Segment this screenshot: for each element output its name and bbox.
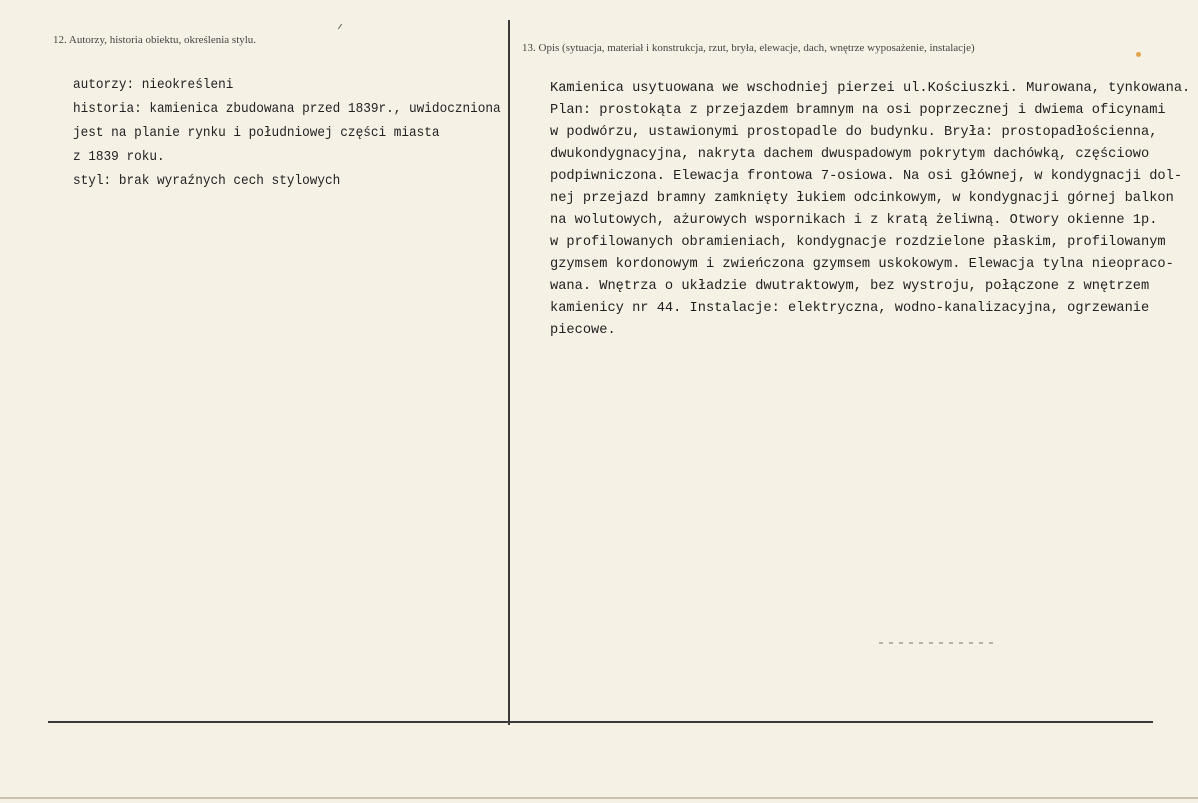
description-line: na wolutowych, ażurowych wspornikach i z kratą żeliwną. Otwory okienne 1p. [550, 212, 1158, 228]
history-line-cont: jest na planie rynku i południowej części miasta [73, 125, 440, 141]
column-divider [508, 20, 510, 725]
description-line: dwukondygnacyjna, nakryta dachem dwuspadowym pokrytym dachówką, częściowo [550, 146, 1150, 162]
bottom-divider [48, 721, 1153, 723]
history-line: historia: kamienica zbudowana przed 1839r., uwidoczniona [73, 101, 501, 117]
section-12-header: 12. Autorzy, historia obiektu, określenia stylu. [53, 34, 257, 46]
description-line: Kamienica usytuowana we wschodniej pierzei ul.Kościuszki. Murowana, tynkowana. [550, 80, 1191, 96]
section-13-body [550, 77, 1190, 341]
pencil-mark [338, 24, 342, 29]
style-line: styl: brak wyraźnych cech stylowych [73, 173, 341, 189]
description-line: wana. Wnętrza o układzie dwutraktowym, bez wystroju, połączone z wnętrzem [550, 278, 1150, 294]
history-line-cont: z 1839 roku. [73, 149, 165, 165]
authors-line: autorzy: nieokreśleni [73, 77, 234, 93]
description-line: piecowe. [550, 322, 616, 338]
description-line: Plan: prostokąta z przejazdem bramnym na osi poprzecznej i dwiema oficynami [550, 102, 1166, 118]
description-line: w profilowanych obramieniach, kondygnacje rozdzielone płaskim, profilowanym [550, 234, 1166, 250]
section-13-header: 13. Opis (sytuacja, materiał i konstrukcja, rzut, bryła, elewacje, dach, wnętrze wyposażenie, instalacje) [522, 42, 975, 54]
page-edge-line [0, 797, 1198, 799]
description-line: kamienicy nr 44. Instalacje: elektryczna, wodno-kanalizacyjna, ogrzewanie [550, 300, 1150, 316]
faded-marks [876, 634, 1016, 642]
description-line: gzymsem kordonowym i zwieńczona gzymsem uskokowym. Elewacja tylna nieopraco- [550, 256, 1174, 272]
description-line: podpiwniczona. Elewacja frontowa 7-osiowa. Na osi głównej, w kondygnacji dol- [550, 168, 1183, 184]
section-12-body [73, 73, 501, 193]
description-line: w podwórzu, ustawionymi prostopadle do budynku. Bryła: prostopadłościenna, [550, 124, 1158, 140]
description-line: nej przejazd bramny zamknięty łukiem odcinkowym, w kondygnacji górnej balkon [550, 190, 1174, 206]
stain-mark [1136, 52, 1141, 57]
